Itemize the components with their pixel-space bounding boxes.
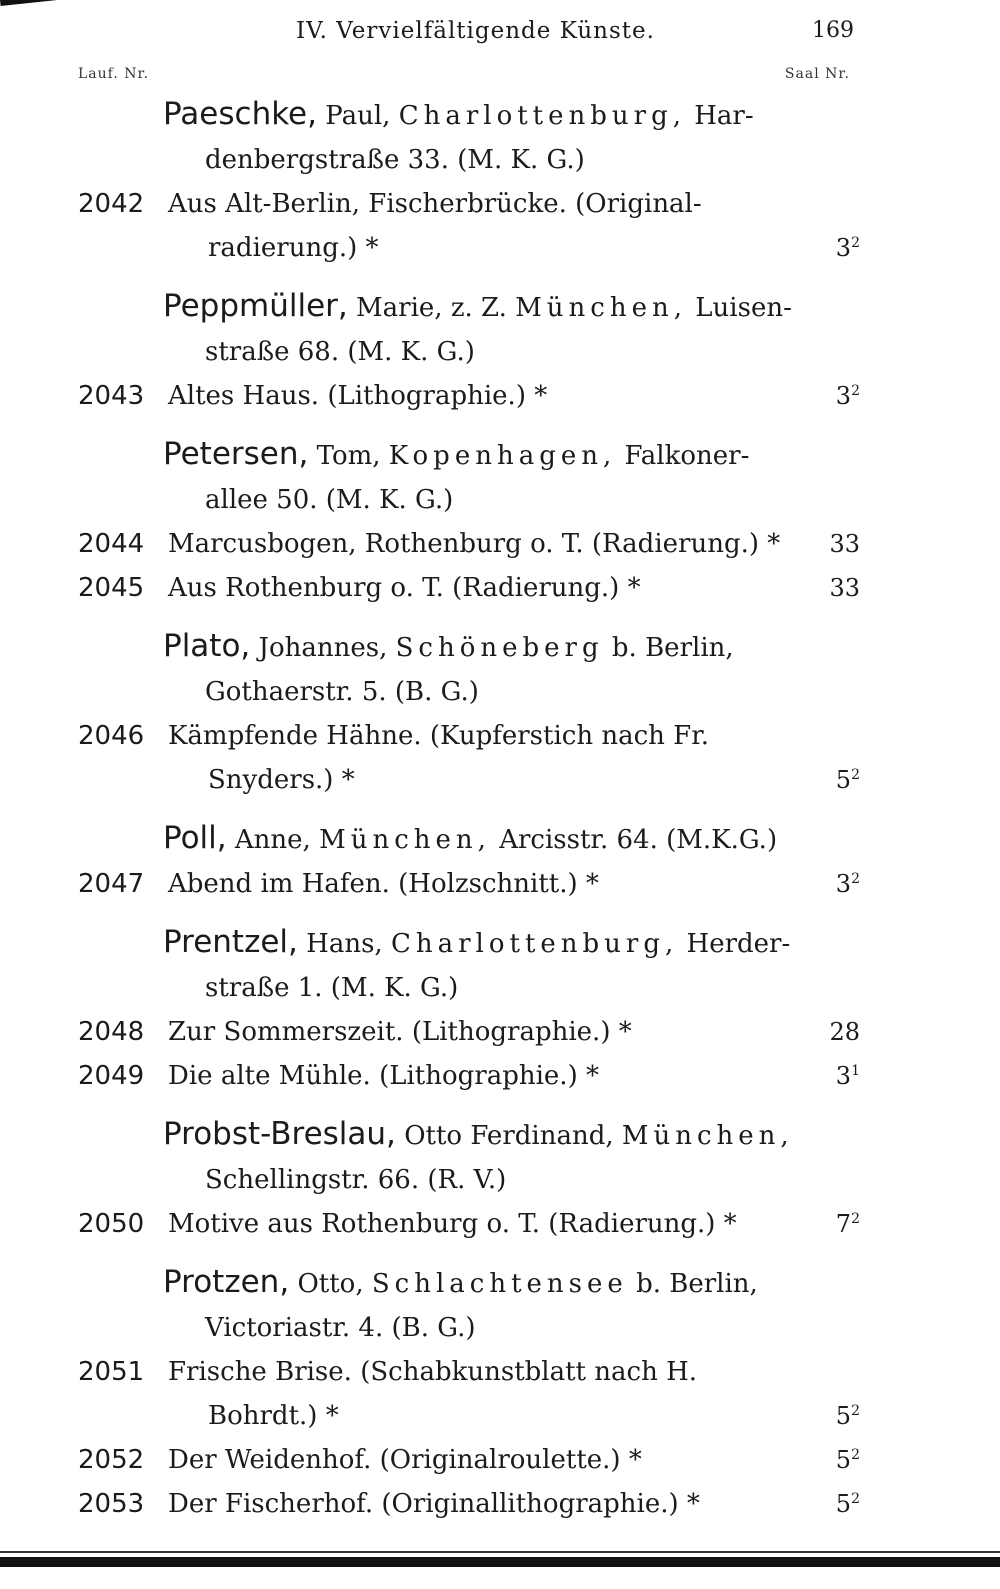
artist-first-name: Anne, <box>234 825 311 855</box>
entry-title-line2: Snyders.) * <box>208 765 355 795</box>
artist-first-name: Marie, z. Z. <box>356 293 507 323</box>
catalogue-entry <box>0 1350 1000 1438</box>
bottom-rule <box>0 1557 1000 1567</box>
artist-first-name: Tom, <box>316 441 381 471</box>
artist-city: Schlachtensee <box>371 1269 628 1299</box>
room-number-value: 3 <box>835 1062 852 1090</box>
entry-title <box>168 522 796 566</box>
artist-address-line2: Gothaerstr. 5. (B. G.) <box>205 677 479 707</box>
entry-title-line2: Bohrdt.) * <box>208 1401 339 1431</box>
room-number-value: 33 <box>829 574 860 602</box>
artist-city: München, <box>621 1121 794 1151</box>
catalogue-entry <box>0 522 1000 566</box>
room-number-value: 5 <box>835 1446 852 1474</box>
entry-title-line1: Motive aus Rothenburg o. T. (Radierung.) * <box>168 1209 737 1239</box>
catalogue-entry <box>0 1438 1000 1482</box>
entry-number: 2046 <box>78 721 145 751</box>
artist-name: Paeschke, <box>163 96 317 132</box>
room-number-sup: 2 <box>851 1491 860 1507</box>
room-number-value: 7 <box>835 1210 852 1238</box>
artist-first-name: Otto Ferdinand, <box>404 1121 614 1151</box>
entry-title-line1: Die alte Mühle. (Lithographie.) * <box>168 1061 599 1091</box>
catalogue-entry <box>0 182 1000 270</box>
artist-name: Petersen, <box>163 436 309 472</box>
artist-heading <box>163 816 818 862</box>
room-number-sup: 2 <box>851 235 860 251</box>
column-head-room-number: Saal Nr. <box>784 66 850 82</box>
room-number-value: 5 <box>835 766 852 794</box>
catalogue-entry <box>0 374 1000 418</box>
catalogue-entry <box>0 1482 1000 1526</box>
artist-city: Schöneberg <box>395 633 604 663</box>
artist-first-name: Paul, <box>325 101 391 131</box>
artist-heading <box>163 284 818 374</box>
artist-first-name: Johannes, <box>258 633 388 663</box>
entry-number: 2052 <box>78 1445 145 1475</box>
room-number <box>836 1389 860 1438</box>
room-number-value: 3 <box>835 382 852 410</box>
room-number <box>836 1197 860 1246</box>
entry-number: 2044 <box>78 529 145 559</box>
entry-title <box>168 182 796 270</box>
entry-title-line1: Aus Alt-Berlin, Fischerbrücke. (Original- <box>168 189 702 219</box>
artist-address-line1: Herder- <box>686 929 791 959</box>
entry-number: 2043 <box>78 381 145 411</box>
entry-title-line1: Abend im Hafen. (Holzschnitt.) * <box>168 869 599 899</box>
room-number-sup: 2 <box>851 1447 860 1463</box>
running-header <box>0 18 1000 48</box>
entry-title <box>168 862 796 906</box>
artist-address-line1: b. Berlin, <box>611 633 734 663</box>
room-number-sup: 2 <box>851 1403 860 1419</box>
entry-title <box>168 714 796 802</box>
entry-title-line1: Der Weidenhof. (Originalroulette.) * <box>168 1445 642 1475</box>
room-number-sup: 1 <box>851 1063 860 1079</box>
entry-number: 2042 <box>78 189 145 219</box>
catalogue-entry <box>0 714 1000 802</box>
artist-name: Poll, <box>163 820 227 856</box>
page-number: 169 <box>812 18 854 43</box>
artist-name: Probst-Breslau, <box>163 1116 396 1152</box>
room-number <box>836 753 860 802</box>
entry-number: 2045 <box>78 573 145 603</box>
artist-city: Kopenhagen, <box>388 441 617 471</box>
room-number <box>836 1477 860 1526</box>
room-number <box>829 566 860 610</box>
artist-heading <box>163 920 818 1010</box>
entry-number: 2050 <box>78 1209 145 1239</box>
artist-heading <box>163 1112 818 1202</box>
entry-title <box>168 566 796 610</box>
entry-title-line1: Altes Haus. (Lithographie.) * <box>168 381 548 411</box>
entry-number: 2053 <box>78 1489 145 1519</box>
room-number-sup: 2 <box>851 383 860 399</box>
catalogue-entry <box>0 862 1000 906</box>
room-number-value: 33 <box>829 530 860 558</box>
entry-title <box>168 1202 796 1246</box>
artist-city: München, <box>319 825 491 855</box>
entry-title-line1: Marcusbogen, Rothenburg o. T. (Radierung.) * <box>168 529 781 559</box>
entry-title-line2: radierung.) * <box>208 233 379 263</box>
catalogue-entry <box>0 1054 1000 1098</box>
catalogue-entry <box>0 1010 1000 1054</box>
column-head-running-number: Lauf. Nr. <box>78 66 150 82</box>
artist-heading <box>163 92 818 182</box>
entry-title-line1: Kämpfende Hähne. (Kupferstich nach Fr. <box>168 721 710 751</box>
artist-address-line1: Luisen- <box>695 293 792 323</box>
bottom-rule-thin <box>0 1551 1000 1553</box>
room-number-value: 3 <box>835 870 852 898</box>
room-number-value: 5 <box>835 1402 852 1430</box>
artist-name: Prentzel, <box>163 924 298 960</box>
room-number-sup: 2 <box>851 1211 860 1227</box>
room-number-sup: 2 <box>851 767 860 783</box>
artist-address-line1: Falkoner- <box>624 441 750 471</box>
entry-number: 2047 <box>78 869 145 899</box>
artist-city: Charlottenburg, <box>398 101 686 131</box>
artist-address-line2: denbergstraße 33. (M. K. G.) <box>205 145 585 175</box>
artist-first-name: Otto, <box>297 1269 364 1299</box>
entry-number: 2051 <box>78 1357 145 1387</box>
room-number <box>836 221 860 270</box>
room-number <box>829 1010 860 1054</box>
entry-title <box>168 1438 796 1482</box>
entry-title <box>168 1054 796 1098</box>
entry-title-line1: Der Fischerhof. (Originallithographie.) * <box>168 1489 700 1519</box>
entry-title-line1: Aus Rothenburg o. T. (Radierung.) * <box>168 573 641 603</box>
entry-number: 2049 <box>78 1061 145 1091</box>
entry-title-line1: Zur Sommerszeit. (Lithographie.) * <box>168 1017 632 1047</box>
artist-heading <box>163 624 818 714</box>
section-title: IV. Vervielfältigende Künste. <box>296 18 655 44</box>
artist-heading <box>163 1260 818 1350</box>
entry-number: 2048 <box>78 1017 145 1047</box>
artist-address-line1: Har- <box>694 101 754 131</box>
entry-title <box>168 1482 796 1526</box>
room-number-value: 28 <box>829 1018 860 1046</box>
artist-city: München, <box>515 293 688 323</box>
artist-heading <box>163 432 818 522</box>
catalogue-entry <box>0 566 1000 610</box>
entry-title <box>168 1010 796 1054</box>
artist-address-line1: Arcisstr. 64. (M.K.G.) <box>499 825 778 855</box>
artist-address-line2: allee 50. (M. K. G.) <box>205 485 454 515</box>
entry-title <box>168 374 796 418</box>
room-number <box>836 369 860 418</box>
artist-city: Charlottenburg, <box>390 929 679 959</box>
scan-corner-mark <box>0 0 80 6</box>
artist-first-name: Hans, <box>306 929 383 959</box>
room-number <box>836 1049 860 1098</box>
room-number <box>836 857 860 906</box>
room-number <box>836 1433 860 1482</box>
room-number-sup: 2 <box>851 871 860 887</box>
artist-address-line2: straße 68. (M. K. G.) <box>205 337 475 367</box>
artist-address-line2: straße 1. (M. K. G.) <box>205 973 459 1003</box>
catalogue-listing <box>0 92 1000 1526</box>
catalogue-entry <box>0 1202 1000 1246</box>
room-number <box>829 522 860 566</box>
entry-title <box>168 1350 796 1438</box>
artist-address-line1: b. Berlin, <box>636 1269 758 1299</box>
artist-name: Plato, <box>163 628 251 664</box>
artist-address-line2: Schellingstr. 66. (R. V.) <box>205 1165 507 1195</box>
artist-address-line2: Victoriastr. 4. (B. G.) <box>205 1313 476 1343</box>
artist-name: Protzen, <box>163 1264 290 1300</box>
room-number-value: 5 <box>835 1490 852 1518</box>
entry-title-line1: Frische Brise. (Schabkunstblatt nach H. <box>168 1357 698 1387</box>
room-number-value: 3 <box>835 234 852 262</box>
artist-name: Peppmüller, <box>163 288 348 324</box>
